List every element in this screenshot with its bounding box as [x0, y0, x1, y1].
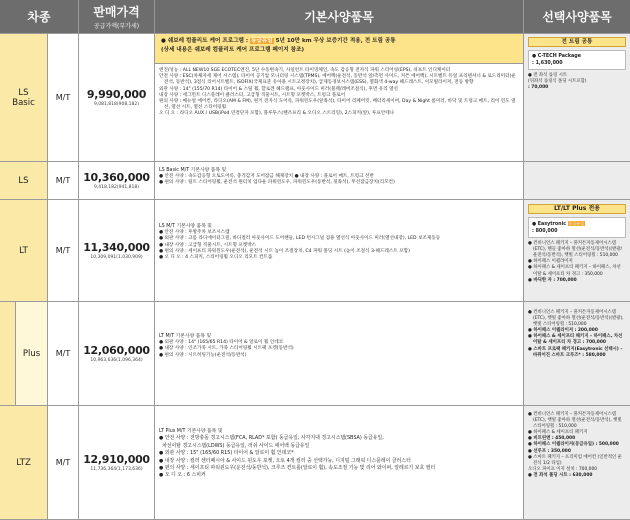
trim-label: LTZ: [16, 457, 31, 468]
basic-ltz: [155, 406, 524, 520]
spec-item: ● 외관 사양 : 15" (165/60 R15) 타이어 & 알로이 휠 인데코*: [159, 450, 294, 457]
price-ls: [79, 162, 155, 200]
option-item: ● 스마트 패키지 – 프리미엄 에어컨 (일반적인 운전석 1/2 타입): [528, 454, 622, 466]
spec-item: 오 디 오 : 라디오 AUX / USB(iPod 연결단자 포함), 블루투스(핸즈프리 & 오디오 스트리밍), 2스피커(앞), 루프안테나: [159, 111, 395, 117]
option-item: ● 바딕한 자 : 700,000: [528, 277, 577, 283]
banner-tag: 동급유일: [251, 38, 273, 44]
spec-text: 오 디 오 : 6 스피커: [164, 472, 206, 479]
option-item: ● 비트린앤 : 450,000: [528, 436, 576, 442]
supply-value: 11,736,364(1,173,636): [90, 467, 143, 472]
option-ls: [524, 162, 630, 200]
trans-ltz: [48, 406, 79, 520]
option-item: ● 컨비니언스 패키지 – 풀커튼자동제어시스템(ETC), 핸들 좋아하 열선(운전석/동반석)(발광/운전석/동반석), 햇빛 스티어링휠 : 510,000: [528, 241, 622, 259]
spec-text: 안전 사양 : 속도감응형 오토도어록, 충격감지 도어잠금 해제장치 ● 내장 사양 : 플로어 매트, 트렁크 선반: [164, 174, 374, 180]
trim-ltz: [0, 406, 48, 520]
spec-item: ● 편의 사양 : 세이프티 파워윈도우(운전석/동반석), 크루즈 컨트롤(알로이 휠), 속도조절 기능 및 리어 와이퍼, 알레르기 보호 필터: [159, 465, 436, 472]
trim-lt: [0, 200, 48, 302]
price-value: 11,340,000: [83, 241, 150, 254]
spec-item: ● 오 디 오 : 4 스피커, 스티어링휠 오디오 리모트 컨트롤: [159, 255, 273, 261]
easytronic-label: Easytronic: [537, 222, 567, 228]
spec-text: 내장 사양 : 컬러 센터페시아 & 사이드 윈도우 포켓, 오토 4개 컬러 중 선택가능, 디지털 그래픽 디스플레이 클러스터: [164, 457, 411, 464]
option-ls-basic: [524, 34, 630, 162]
price-lt: [79, 200, 155, 302]
header-basic: [155, 0, 524, 34]
banner-line1: ● 쉐보레 컴플리트 케어 프로그램 : 동급유일 5년 10만 km 무상 보증기간 적용, 전 트림 공통: [161, 38, 396, 44]
spec-text: 외관 사양 : 14" (165/65 R14) 타이어 & 알로이 휠 인데코: [164, 340, 284, 346]
trans-label: M/T: [55, 246, 71, 255]
spec-text: 편의 사양 : 세이프티 파워윈도우(운전석/동반석), 크루즈 컨트롤(알로이 휠), 속도조절 기능 및 리어 와이퍼, 알레르기 보호 필터: [164, 465, 436, 472]
spec-text: 편의 사양 : 세이프티 파워윈도우(운전석), 운전석 시트 높이 조절장치, C4 파워 폴딩 시트 (높이 조절식 3-헤드레스트 포함): [164, 248, 410, 254]
supply-value: 10,963,636(1,096,364): [90, 358, 143, 363]
price-value: 9,990,000: [86, 88, 147, 101]
trans-label: M/T: [55, 458, 71, 467]
spec-item: ● 외관 사양 : 크롬 라디에이터그릴, 바디컬러 아웃사이드 도어핸들, LED 턴시그널 겸용 열선식 아웃사이드 미러(열선내장), LED 보조제동등: [159, 236, 441, 242]
option-item: ● 하이패스 이퀄라이저 : 200,000: [528, 328, 598, 334]
header-option: [524, 0, 630, 34]
basic-ls-basic: [155, 64, 524, 162]
spec-item: ● 편의 사양 : 시트히팅기능(운전석/동반석): [159, 352, 247, 358]
spec-text: 외관 사양 : 크롬 라디에이터그릴, 바디컬러 아웃사이드 도어핸들, LED 턴시그널 겸용 열선식 아웃사이드 미러(열선내장), LED 보조제동등: [164, 236, 441, 242]
option-item: : 70,000: [528, 85, 549, 91]
spec-item: ● 오 디 오 : 6 스피커: [159, 472, 206, 479]
spec-item: 안전 사양 : ESC(차체자세 제어 시스템), 타이어 공기압 모니터링 시스템(TPMS), 에어백(운전석, 동반석 앞/측면 사이드, 커튼 에어백), 시트벨트 듀얼 프리텐셔너 & 로드리미터(운전석, 동반석), 3점식 리어시트벨트, ISOFIX(국제표준 유아용 시트고정장치), 급제동경보시스템(ESS), 열화색 4-way 헤드레스트, 이모빌라이저, 전동 방향: [159, 74, 516, 86]
spec-text: 내장 사양 : 인조가죽 시트, 가죽 스티어링휠 시트팩 포켓(동반석): [164, 346, 294, 352]
option-lt-title: LT/LT Plus 전용: [528, 204, 626, 214]
trim-plus: [16, 302, 48, 406]
spec-text: 편의 사양 : 틸트 스티어링휠, 운전석 원터치 업다운 파워윈도우, 파워윈도우(동반석, 뒷좌석), 무선잠금장치(리모컨): [164, 180, 395, 186]
trim-ls-basic: [0, 34, 48, 162]
basic-ls: [155, 162, 524, 200]
trans-lt: [48, 200, 79, 302]
price-value: 12,910,000: [83, 453, 150, 466]
spec-item: 외관 사양 : 14" (155/70 R14) 타이어 & 스틸 휠, 할로겐 헤드램프, 아웃사이드 미러(블랙/레버조절식), 후면 유리 열선: [159, 86, 398, 92]
option-item: ● 스마트 프로팩 패키지(Easytronic 선택시) – 바뀌어진 스마트 크루즈* : 580,000: [528, 346, 623, 358]
option-common-title: 전 트림 공통: [528, 37, 626, 47]
spec-head: LT M/T 기본사양 품목 및: [159, 334, 212, 339]
spec-item: ● 내장 사양 : 컬러 센터페시아 & 사이드 윈도우 포켓, 오토 4개 컬러 중 선택가능, 디지털 그래픽 디스플레이 클러스터: [159, 457, 411, 464]
trans-label: M/T: [55, 93, 71, 102]
option-item: ● 컨비니언스 패키지 – 풀커튼자동제어시스템(ETC), 햇빛 좋아하 열선(운전석/동반석), 햇빛 스티어링휠 : 510,000: [528, 412, 622, 430]
ctech-package-box: [528, 50, 626, 70]
spec-item: ● 편의 사양 : 세이프티 파워윈도우(운전석), 운전석 시트 높이 조절장치, C4 파워 폴딩 시트 (높이 조절식 3-헤드레스트 포함): [159, 248, 410, 254]
trim-lt-indent: [0, 302, 16, 406]
easytronic-tag: 동급유일: [568, 221, 585, 227]
ctech-name: ● C-TECH Package: [532, 54, 581, 60]
spec-item: ● 안전 사양 : 속도감응형 오토도어록, 충격감지 도어잠금 해제장치 ● 내장 사양 : 플로어 매트, 트렁크 선반: [159, 174, 374, 180]
option-item: ● 하이패스 & 세이프티 패키지 – 하이패스, 차선 이탈 & 세이프티 차 경고 : 700,000: [528, 334, 623, 346]
spec-text: 안전 사양 : 후방주차 보조시스템: [164, 230, 230, 236]
option-item: ● 하이패스 이퀄라이저: [528, 259, 573, 265]
option-item: 오디오 파이프 이지 설치 : 700,000: [528, 466, 598, 472]
basic-plus: [155, 302, 524, 406]
trim-label: LS Basic: [12, 87, 35, 108]
header-option-label: 선택사양품목: [542, 10, 612, 24]
spec-item: 엔진/성능 : ALL NEW10 SGE ECOTEC엔진, 5단 수동변속기, 사일런트 타이밍체인, 속도 감응형 전자식 파워 스티어링(EPS), 쉬프트 인디케이터: [159, 68, 451, 73]
easytronic-box: [528, 217, 626, 238]
option-item: ● 선루프 : 350,000: [528, 448, 571, 454]
spec-text: 내장 사양 : 고급형 직물시트, 시트형 포켓박스: [164, 242, 257, 248]
spec-text: 편의 사양 : 시트히팅기능(운전석/동반석): [164, 352, 247, 358]
spec-head: LS Basic M/T 기본사양 품목 및: [159, 168, 227, 173]
banner-line2: (상세 내용은 쉐보레 컴플리트 케어 프로그램 페이지 참조): [161, 47, 305, 53]
trans-label: M/T: [55, 176, 71, 185]
header-basic-label: 기본사양품목: [304, 10, 374, 24]
spec-item: 내장 사양 : 세그먼트 디스플레이 클러스터, 고급형 직물시트, 시트형 포켓박스, 트렁크 플로어: [159, 92, 346, 98]
banner-text-a: 쉐보레 컴플리트 케어 프로그램 :: [167, 38, 249, 44]
header-price-label: 판매가격: [93, 5, 140, 19]
trim-label: Plus: [22, 348, 41, 359]
supply-value: 9,418,182(941,818): [93, 185, 140, 190]
care-program-banner: [155, 34, 524, 64]
spec-item: ● 편의 사양 : 틸트 스티어링휠, 운전석 원터치 업다운 파워윈도우, 파워윈도우(동반석, 뒷좌석), 무선잠금장치(리모컨): [159, 180, 395, 186]
ctech-label: C-TECH Package: [537, 54, 581, 60]
banner-text-b: 5년 10만 km 무상 보증기간 적용, 전 트림 공통: [275, 38, 396, 44]
header-trim-label: 차종: [27, 10, 51, 24]
supply-value: 9,081,818(908,182): [93, 102, 140, 107]
option-item: ● 컨비니언스 패키지 – 풀커튼자동제어시스템(ETC), 햇빛 좋아하 열선(운전석/동반석)(발광), 햇빛 스티어링휠 : 510,000: [528, 310, 624, 328]
header-price-sub: 공급가액(부가세): [93, 23, 140, 30]
spec-text: 안전 사양 : 전방충돌 경고시스템(FCA, RLAD* 포함) 동급유일, 사각지대 경고시스템(SBSA) 동급유일,: [164, 435, 384, 442]
price-plus: [79, 302, 155, 406]
header-trim: [0, 0, 79, 34]
trim-label: LT: [19, 245, 28, 256]
spec-text: 외관 사양 : 15" (165/60 R15) 타이어 & 알로이 휠 인데코*: [164, 450, 294, 457]
header-price: [79, 0, 155, 34]
spec-text: 차선이탈 경고시스템(LDWS) 동급유일, 러쉬 사이드 에어백 동급유일: [162, 442, 310, 449]
spec-item: ● 외관 사양 : 14" (165/65 R14) 타이어 & 알로이 휠 인데코: [159, 340, 284, 346]
easytronic-name: ● Easytronic 동급유일: [532, 221, 585, 228]
option-plus: [524, 302, 630, 406]
option-item: ● 하이패스 & 세이프티 패키지 – 하이패스, 차선 이탈 & 세이프티 차 경고 : 350,000: [528, 265, 621, 277]
spec-head: LS M/T 기본사양 품목 및: [159, 224, 212, 229]
trans-ls-basic: [48, 34, 79, 162]
option-item: ● 전 좌석 롤링 시트: [528, 73, 568, 79]
option-lt: [524, 200, 630, 302]
spec-item: 편의 사양 : 메뉴얼 에어컨, 라디오(AM & FM), 원키 전자식 도어록, 파워윈도우(앞좌석), 타이어 리페어킷, 배터리세이버, Day & Night 룸미러, 바닥 및 트렁크 매트, 리어 윈도 열선, 열선 시트, 열선 스티어링휠: [159, 99, 516, 111]
spec-item: ● 내장 사양 : 고급형 직물시트, 시트형 포켓박스: [159, 242, 257, 248]
price-ls-basic: [79, 34, 155, 162]
option-item: ● 하이패스 & 세이프티 패키지: [528, 430, 588, 436]
option-item: ● 하이패스 이퀄라이저(동급유일) : 500,000: [528, 442, 619, 448]
spec-text: 오 디 오 : 4 스피커, 스티어링휠 오디오 리모트 컨트롤: [164, 255, 273, 261]
supply-value: 10,309,091(1,030,909): [90, 255, 143, 260]
price-ltz: [79, 406, 155, 520]
trans-ls: [48, 162, 79, 200]
ctech-price: : 1,630,000: [532, 61, 563, 67]
trim-label: LS: [18, 175, 29, 186]
easytronic-price: : 800,000: [532, 229, 558, 235]
spec-head: LT Plus M/T 기본사양 품목 및: [159, 429, 223, 434]
option-item: ● 전 좌석 폴딩 시트 : 630,000: [528, 472, 593, 478]
price-value: 10,360,000: [83, 171, 150, 184]
trans-plus: [48, 302, 79, 406]
basic-lt: [155, 200, 524, 302]
trim-ls: [0, 162, 48, 200]
price-value: 12,060,000: [83, 344, 150, 357]
spec-item: ● 안전 사양 : 후방주차 보조시스템: [159, 230, 230, 236]
option-ltz: [524, 406, 630, 520]
spec-item: ● 내장 사양 : 인조가죽 시트, 가죽 스티어링휠 시트팩 포켓(동반석): [159, 346, 294, 352]
spec-item: ● 안전 사양 : 전방충돌 경고시스템(FCA, RLAD* 포함) 동급유일, 사각지대 경고시스템(SBSA) 동급유일,: [159, 435, 384, 442]
option-item: (뒤좌석 롤링식 폴딩 시트포함): [528, 79, 587, 85]
trans-label: M/T: [55, 349, 71, 358]
